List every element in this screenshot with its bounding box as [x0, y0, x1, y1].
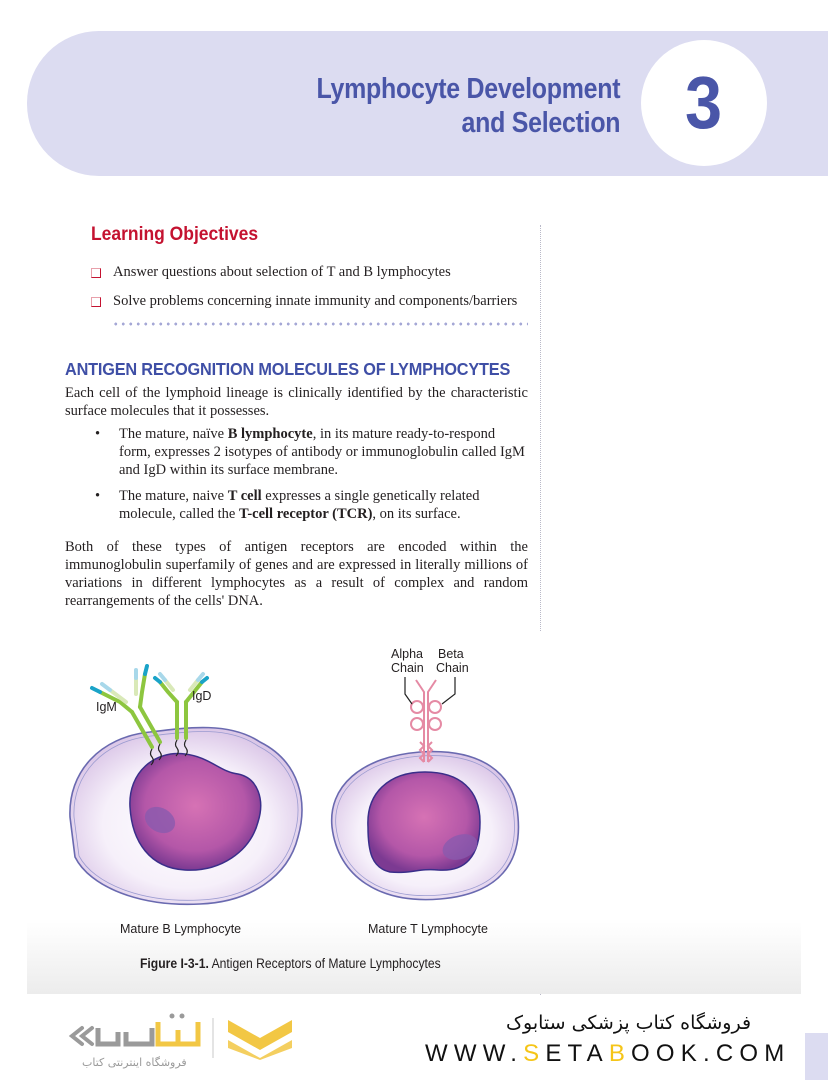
lymphocyte-illustration	[60, 632, 530, 922]
dotted-divider	[112, 322, 528, 326]
url-part: WWW.	[425, 1040, 524, 1067]
t-cell-icon	[332, 677, 519, 900]
page-edge-tab	[805, 1033, 828, 1080]
learning-objectives-list	[91, 258, 517, 316]
bullet-text: , on its surface.	[372, 506, 461, 522]
bullet-term: B lymphocyte	[227, 426, 313, 442]
figure-number: Figure I-3-1.	[140, 956, 209, 971]
learning-objectives-heading: Learning Objectives	[91, 224, 259, 245]
closing-paragraph: Both of these types of antigen receptors are encoded within the immunoglobulin superfamily of genes and are expressed in literally millions of variations in different lymphocytes as a result of complex and random rearrangements of the cells' DNA.	[65, 539, 528, 609]
bullet-b-lymphocyte	[107, 425, 528, 479]
bullet-text: The mature, naïve	[119, 426, 228, 442]
bullet-text: , in its mature ready-to-respond form, expresses 2 isotypes of antibody or immunoglobulin called IgM and IgD within its surface membrane.	[119, 426, 525, 478]
label-igd: IgD	[192, 689, 212, 703]
url-part: ETA	[545, 1040, 609, 1067]
checkbox-icon	[91, 297, 101, 307]
bullet-text: The mature, naive	[119, 488, 228, 504]
label-t-cell: Mature T Lymphocyte	[368, 922, 488, 936]
bullet-text: expresses a single genetically related molecule, called the	[119, 488, 480, 522]
label-alpha-chain-2: Chain	[391, 661, 424, 675]
bullet-t-cell	[107, 487, 528, 523]
chapter-title-line2: and Selection	[461, 107, 620, 139]
url-part: OOK.COM	[631, 1040, 791, 1067]
label-igm: IgM	[96, 700, 117, 714]
chapter-number-badge	[641, 40, 767, 166]
url-part-highlight: B	[608, 1040, 632, 1067]
url-part-highlight: S	[523, 1040, 546, 1067]
objective-text: Solve problems concerning innate immunity and components/barriers	[113, 293, 518, 309]
objective-item	[91, 258, 517, 287]
chapter-title-line1: Lymphocyte Development	[316, 73, 620, 105]
objective-text: Answer questions about selection of T and B lymphocytes	[113, 264, 451, 280]
label-alpha-chain-1: Alpha	[391, 647, 423, 661]
figure-caption	[140, 956, 441, 971]
label-b-cell: Mature B Lymphocyte	[120, 922, 242, 936]
chapter-number: 3	[685, 61, 723, 144]
section-heading: ANTIGEN RECOGNITION MOLECULES OF LYMPHOCYTES	[65, 359, 511, 379]
checkbox-icon	[91, 268, 101, 278]
setabook-logo-icon	[60, 1010, 330, 1060]
objective-item	[91, 287, 517, 316]
chapter-title	[316, 72, 620, 140]
label-beta-chain-1: Beta	[438, 647, 464, 661]
logo-tagline: فروشگاه اینترنتی کتاب	[82, 1056, 187, 1069]
intro-paragraph: Each cell of the lymphoid lineage is clinically identified by the characteristic surface molecules that it possesses.	[65, 385, 528, 419]
figure-caption-text: Antigen Receptors of Mature Lymphocytes	[208, 956, 441, 971]
bullet-term: T-cell receptor (TCR)	[238, 506, 373, 522]
bullet-term: T cell	[227, 488, 262, 504]
store-name: فروشگاه کتاب پزشکی ستابوک	[506, 1012, 752, 1034]
store-url[interactable]	[425, 1040, 790, 1068]
label-beta-chain-2: Chain	[436, 661, 469, 675]
bullet-list	[107, 425, 528, 531]
